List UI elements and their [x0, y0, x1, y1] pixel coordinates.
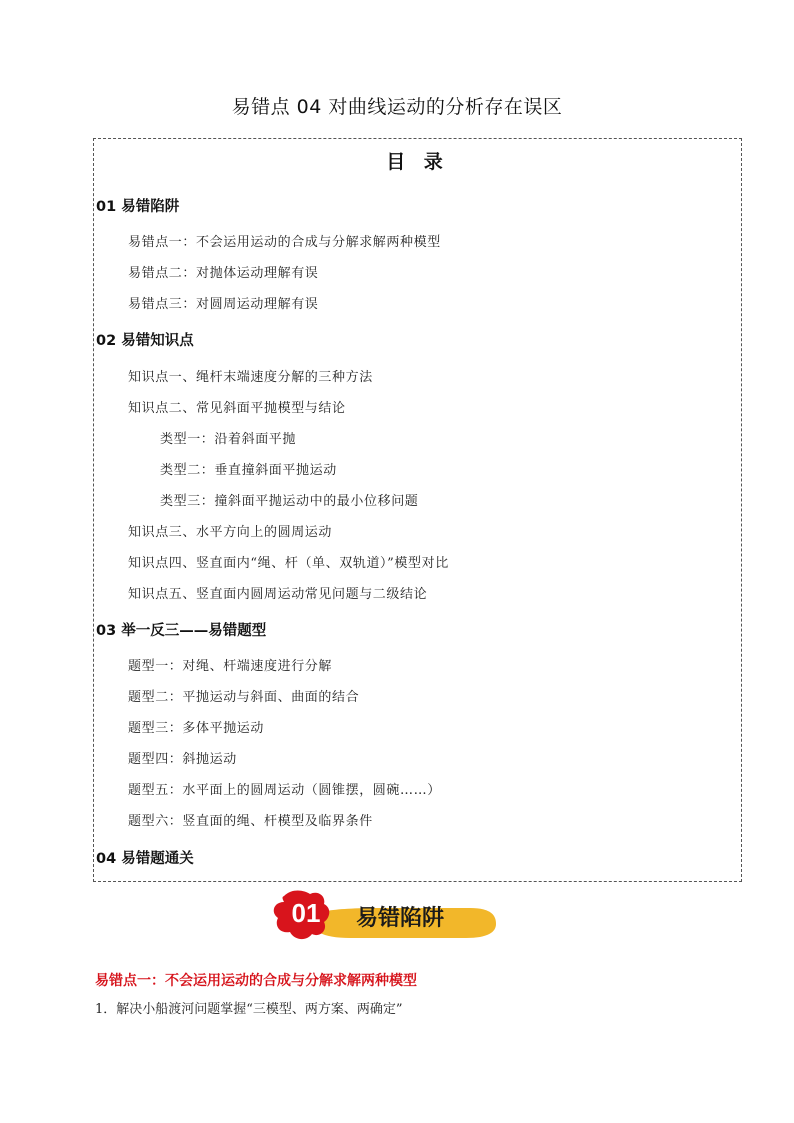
toc-section-1[interactable]: 01 易错陷阱 — [96, 199, 180, 215]
toc-item[interactable]: 题型六：竖直面的绳、杆模型及临界条件 — [128, 814, 373, 829]
banner-number: 01 — [291, 898, 321, 928]
body-paragraph: 1．解决小船渡河问题掌握“三模型、两方案、两确定” — [95, 1002, 403, 1017]
error-point-heading: 易错点一：不会运用运动的合成与分解求解两种模型 — [95, 973, 417, 989]
toc-section-4[interactable]: 04 易错题通关 — [96, 851, 194, 867]
toc-section-2[interactable]: 02 易错知识点 — [96, 333, 194, 349]
toc-item[interactable]: 知识点三、水平方向上的圆周运动 — [128, 525, 333, 540]
toc-item[interactable]: 题型五：水平面上的圆周运动（圆锥摆，圆碗……） — [128, 783, 441, 798]
toc-item[interactable]: 知识点五、竖直面内圆周运动常见问题与二级结论 — [128, 587, 428, 602]
toc-item[interactable]: 知识点四、竖直面内“绳、杆（单、双轨道）”模型对比 — [128, 556, 449, 571]
banner-graphic — [270, 886, 500, 942]
toc-subitem[interactable]: 类型三：撞斜面平抛运动中的最小位移问题 — [160, 494, 419, 509]
toc-item[interactable]: 题型二：平抛运动与斜面、曲面的结合 — [128, 690, 360, 705]
toc-subitem[interactable]: 类型一：沿着斜面平抛 — [160, 432, 297, 447]
toc-item[interactable]: 题型一：对绳、杆端速度进行分解 — [128, 659, 333, 674]
toc-item[interactable]: 易错点一：不会运用运动的合成与分解求解两种模型 — [128, 235, 441, 250]
toc-item[interactable]: 题型四：斜抛运动 — [128, 752, 237, 767]
toc-item[interactable]: 知识点二、常见斜面平抛模型与结论 — [128, 401, 346, 416]
toc-item[interactable]: 易错点三：对圆周运动理解有误 — [128, 297, 319, 312]
toc-subitem[interactable]: 类型二：垂直撞斜面平抛运动 — [160, 463, 337, 478]
document-title: 易错点 04 对曲线运动的分析存在误区 — [231, 96, 563, 118]
toc-section-3[interactable]: 03 举一反三——易错题型 — [96, 623, 267, 639]
banner-label: 易错陷阱 — [355, 906, 445, 931]
toc-item[interactable]: 题型三：多体平抛运动 — [128, 721, 265, 736]
toc-item[interactable]: 知识点一、绳杆末端速度分解的三种方法 — [128, 370, 373, 385]
toc-heading: 目 录 — [386, 151, 449, 173]
toc-item[interactable]: 易错点二：对抛体运动理解有误 — [128, 266, 319, 281]
table-of-contents — [93, 138, 742, 882]
section-banner — [270, 886, 500, 942]
